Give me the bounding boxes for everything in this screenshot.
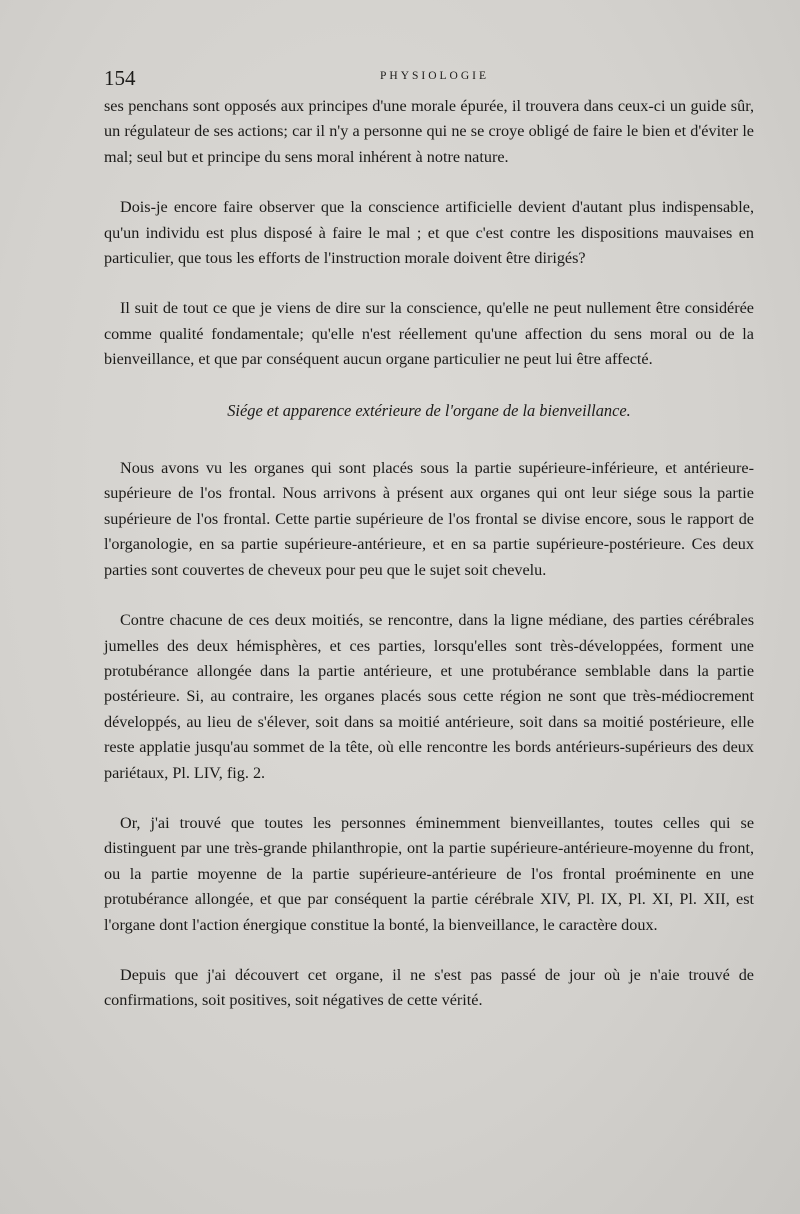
paragraph-7: Depuis que j'ai découvert cet organe, il ne s'est pas passé de jour où je n'aie trouvé de confirmations, soit positives, soit négatives de cette vérité. bbox=[104, 965, 754, 1010]
body-text bbox=[104, 94, 754, 1039]
section-heading: Siége et apparence extérieure de l'organe de la bienveillance. bbox=[227, 400, 631, 420]
paragraph-4: Nous avons vu les organes qui sont placés sous la partie supérieure-inférieure, et antérieure-supérieure de l'os frontal. Nous arrivons à présent aux organes qui ont leur siége sous la partie supérieure de l'os frontal. Cette partie supérieure de l'os frontal se divise encore, sous le rapport de l'organologie, en sa partie supérieure-antérieure, et en sa partie supérieure-postérieure. Ces deux parties sont couvertes de cheveux pour peu que le sujet soit chevelu. bbox=[104, 459, 754, 579]
paragraph-2: Dois-je encore faire observer que la conscience artificielle devient d'autant plus indispensable, qu'un individu est plus disposé à faire le mal ; et que c'est contre les dispositions mauvaises en particulier, que tous les efforts de l'instruction morale doivent être dirigés? bbox=[104, 198, 754, 268]
paragraph-1: ses penchans sont opposés aux principes d'une morale épurée, il trouvera dans ceux-ci un guide sûr, un régulateur de ses actions; car il n'y a personne qui ne se croye obligé de faire le bien et d'éviter le mal; seul but et principe du sens moral inhérent à notre nature. bbox=[104, 97, 754, 166]
page-number: 154 bbox=[104, 66, 136, 90]
paragraph-5: Contre chacune de ces deux moitiés, se rencontre, dans la ligne médiane, des parties cérébrales jumelles des deux hémisphères, et ces parties, lorsqu'elles sont très-développées, forment une protubérance allongée dans la partie antérieure, et une protubérance semblable dans la partie postérieure. Si, au contraire, les organes placés sous cette région ne sont que très-médiocrement développés, au lieu de s'élever, soit dans sa moitié antérieure, soit dans sa moitié postérieure, elle reste applatie jusqu'au sommet de la tête, où elle rencontre les bords antérieurs-supérieurs des deux pariétaux, Pl. LIV, fig. 2. bbox=[104, 611, 754, 782]
paragraph-6: Or, j'ai trouvé que toutes les personnes éminemment bienveillantes, toutes celles qui se distinguent par une très-grande philanthropie, ont la partie supérieure-antérieure-moyenne du front, ou la partie moyenne de la partie supérieure-antérieure de l'os frontal proéminente en une protubérance allongée, et que par conséquent la partie cérébrale XIV, Pl. IX, Pl. XI, Pl. XII, est l'organe dont l'action énergique constitue la bonté, la bienveillance, le caractère doux. bbox=[104, 813, 754, 934]
paragraph-3: Il suit de tout ce que je viens de dire sur la conscience, qu'elle ne peut nullement être considérée comme qualité fondamentale; qu'elle n'est réellement qu'une affection du sens moral ou de la bienveillance, et que par conséquent aucun organe particulier ne peut lui être affecté. bbox=[104, 299, 754, 369]
page-header bbox=[104, 66, 754, 92]
running-title: PHYSIOLOGIE bbox=[380, 70, 490, 82]
